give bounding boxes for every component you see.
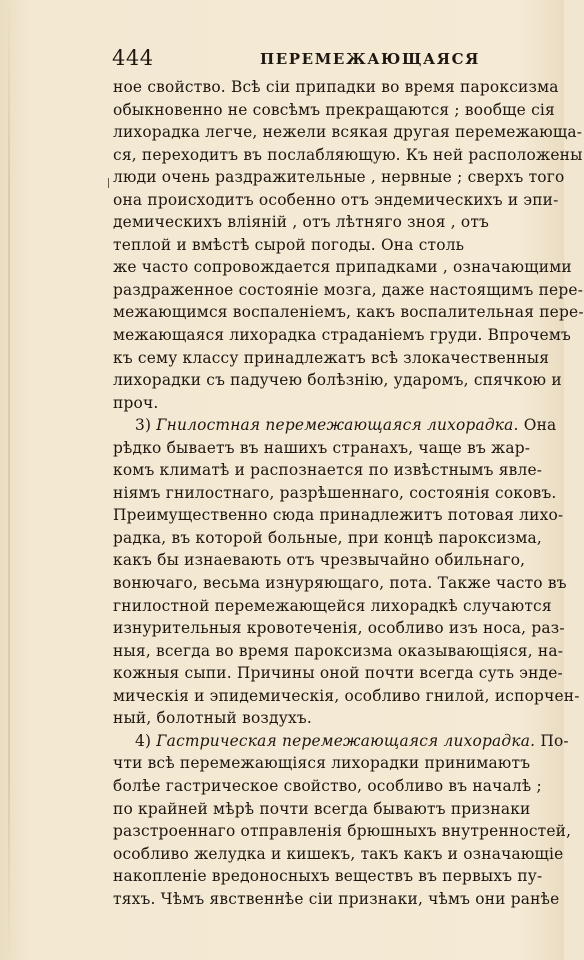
text-line: мическія и эпидемическія, особливо гнилой, испорчен- [113, 686, 580, 705]
margin-mark [108, 178, 109, 188]
text-line: рѣдко бываетъ въ нашихъ странахъ, чаще въ жар- [113, 438, 531, 457]
text-line: Преимущественно сюда принадлежитъ потовая лихо- [113, 506, 564, 525]
text-line: обыкновенно не совсѣмъ прекращаются ; вообще сія [113, 100, 555, 119]
text-line: лихорадка легче, нежели всякая другая перемежающа- [113, 123, 583, 142]
text-line: тяхъ. Чѣмъ явственнѣе сіи признаки, чѣмъ они ранѣе [113, 889, 560, 908]
text-line: люди очень раздражительные , нервные ; сверхъ того [113, 168, 565, 187]
text-line: болѣе гастрическое свойство, особливо въ началѣ ; [113, 776, 542, 795]
text-line: по крайней мѣрѣ почти всегда бываютъ признаки [113, 799, 531, 818]
running-head: ПЕРЕМЕЖАЮЩАЯСЯ [260, 50, 480, 68]
section-heading: Гнилостная перемежающаяся лихорадка. [156, 416, 519, 435]
text-line: раздраженное состояніе мозга, даже настоящимъ пере- [113, 280, 584, 299]
text-line: комъ климатѣ и распознается по извѣстнымъ явле- [113, 461, 543, 480]
text-line: лихорадки съ падучею болѣзнію, ударомъ, спячкою и [113, 371, 562, 390]
text-line: какъ бы изнаевають отъ чрезвычайно обильнаго, [113, 551, 526, 570]
text-line: межающимся воспаленіемъ, какъ воспалительная пере- [113, 303, 584, 322]
text-line: межающаяся лихорадка страданіемъ груди. Впрочемъ [113, 326, 571, 345]
text-line: 3) Гнилостная перемежающаяся лихорадка. Она [135, 416, 557, 435]
text-line: ся, переходитъ въ послабляющую. Къ ней расположены [113, 145, 583, 164]
section-heading: Гастрическая перемежающаяся лихорадка. [156, 731, 536, 750]
text-line: теплой и вмѣстѣ сырой погоды. Она столь [113, 235, 465, 254]
text-line: она происходитъ особенно отъ эндемическихъ и эпи- [113, 190, 559, 209]
text-line: демическихъ вліяній , отъ лѣтняго зноя , отъ [113, 213, 490, 232]
text-line: чти всѣ перемежающіяся лихорадки принимаютъ [113, 754, 531, 773]
body-text [113, 76, 584, 910]
text-line: къ сему классу принадлежатъ всѣ злокачественныя [113, 348, 550, 367]
page-header [112, 46, 534, 72]
text-line: особливо желудка и кишекъ, такъ какъ и означающіе [113, 844, 564, 863]
text-line: радка, въ которой больные, при концѣ пароксизма, [113, 528, 543, 547]
text-line: ный, болотный воздухъ. [113, 709, 312, 728]
text-line: разстроеннаго отправленія брюшныхъ внутренностей, [113, 822, 572, 841]
text-line: кожныя сыпи. Причины оной почти всегда суть энде- [113, 664, 563, 683]
text-line: проч. [113, 393, 159, 412]
text-line: вонючаго, весьма изнуряющаго, пота. Также часто въ [113, 574, 567, 593]
page-number: 444 [112, 46, 154, 70]
text-line: накопленіе вредоносныхъ веществъ въ первыхъ пу- [113, 867, 543, 886]
text-line: же часто сопровождается припадками , означающими [113, 258, 572, 277]
text-line: 4) Гастрическая перемежающаяся лихорадка. По- [135, 731, 569, 750]
page-edge-shadow [8, 0, 10, 960]
text-line: ніямъ гнилостнаго, разрѣшеннаго, состоянія соковъ. [113, 483, 557, 502]
text-line: ныя, всегда во время пароксизма оказывающіяся, на- [113, 641, 564, 660]
text-line: гнилостной перемежающейся лихорадкѣ случаются [113, 596, 552, 615]
text-line: изнурительныя кровотеченія, особливо изъ носа, раз- [113, 619, 565, 638]
text-line: ное свойство. Всѣ сіи припадки во время пароксизма [113, 78, 559, 96]
